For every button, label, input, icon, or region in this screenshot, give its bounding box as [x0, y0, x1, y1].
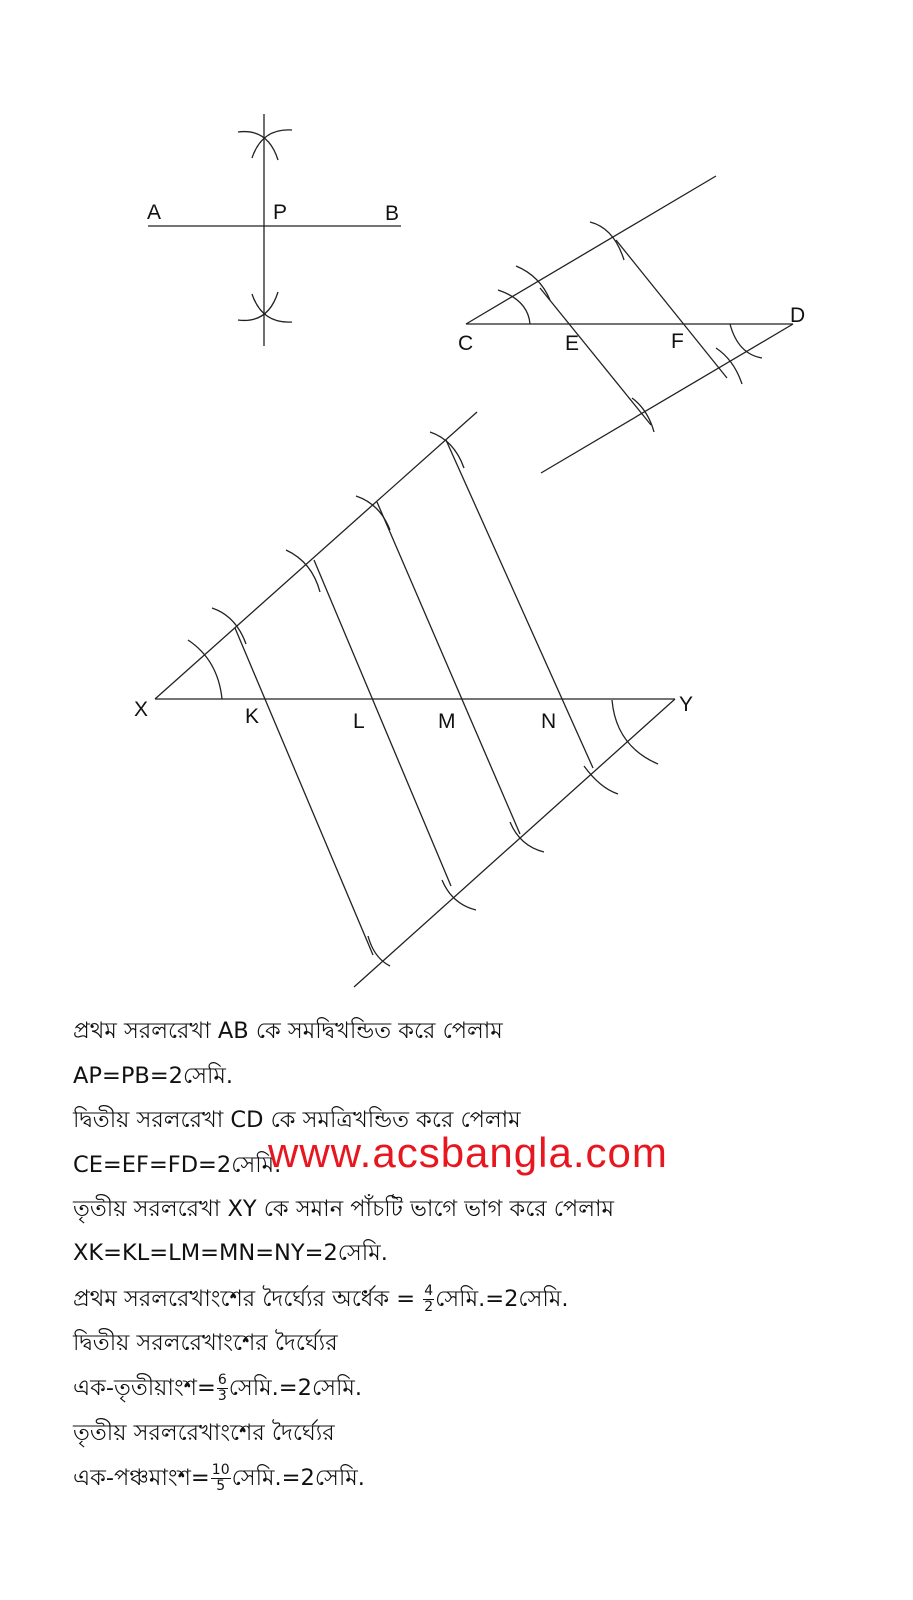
label-m: M	[438, 710, 456, 733]
label-n: N	[541, 710, 557, 733]
arc-y-3	[442, 880, 476, 910]
label-k: K	[245, 705, 260, 728]
line-7-suffix: সেমি.=2সেমি.	[435, 1286, 569, 1312]
parallel-through-e	[540, 288, 651, 425]
arc-d-1	[716, 348, 742, 384]
text-line-2: AP=PB=2সেমি.	[73, 1063, 234, 1089]
ray-from-c	[466, 176, 716, 324]
arc-angle-x	[188, 640, 222, 699]
label-l: L	[353, 710, 365, 733]
label-b: B	[385, 202, 400, 225]
text-line-10: তৃতীয় সরলরেখাংশের দৈর্ঘ্যের	[73, 1420, 335, 1446]
line-11-suffix: সেমি.=2সেমি.	[231, 1465, 365, 1491]
label-a: A	[147, 201, 162, 224]
fraction-denominator: 2	[424, 1299, 434, 1315]
arc-angle-y	[612, 700, 658, 764]
text-line-3: দ্বিতীয় সরলরেখা CD কে সমত্রিখন্ডিত করে পেলাম	[73, 1107, 521, 1133]
line-9-suffix: সেমি.=2সেমি.	[228, 1375, 363, 1401]
arc-x-3	[356, 496, 390, 530]
parallel-through-f	[616, 240, 727, 378]
arc-angle-d	[730, 324, 762, 358]
line-9-prefix: এক-তৃতীয়াংশ=	[73, 1375, 216, 1401]
arc-y-2	[510, 822, 544, 852]
line-11-prefix: এক-পঞ্চমাংশ=	[73, 1465, 210, 1491]
text-line-4: CE=EF=FD=2সেমি.	[73, 1152, 282, 1178]
arc-x-1	[212, 608, 246, 644]
label-y: Y	[679, 693, 694, 716]
fraction-numerator: 6	[217, 1372, 227, 1388]
fraction-denominator: 5	[216, 1478, 226, 1494]
ray-from-x	[155, 412, 477, 699]
line-7-prefix: প্রথম সরলরেখাংশের দৈর্ঘ্যের অর্ধেক =	[73, 1286, 423, 1312]
label-e: E	[565, 332, 580, 355]
text-line-8: দ্বিতীয় সরলরেখাংশের দৈর্ঘ্যের	[73, 1330, 338, 1356]
label-c: C	[458, 332, 474, 355]
fraction-6-3	[217, 1373, 228, 1404]
parallel-through-m	[377, 502, 520, 834]
parallel-through-l	[314, 560, 451, 886]
fraction-numerator: 10	[211, 1462, 230, 1478]
figure-xy-division	[134, 412, 693, 987]
fraction-numerator: 4	[424, 1283, 434, 1299]
figure-cd-trisection	[458, 176, 805, 473]
label-p: P	[273, 201, 288, 224]
text-line-5: তৃতীয় সরলরেখা XY কে সমান পাঁচটি ভাগে ভাগ করে পেলাম	[73, 1196, 614, 1222]
label-d: D	[790, 304, 806, 327]
fraction-denominator: 3	[217, 1388, 227, 1404]
text-line-9	[73, 1373, 362, 1404]
text-line-6: XK=KL=LM=MN=NY=2সেমি.	[73, 1240, 388, 1266]
arc-y-1	[584, 766, 618, 794]
ray-from-y	[354, 699, 675, 987]
parallel-through-n	[446, 440, 593, 768]
fraction-4-2	[423, 1284, 434, 1315]
label-x: X	[134, 698, 149, 721]
parallel-through-k	[235, 628, 373, 955]
text-line-1: প্রথম সরলরেখা AB কে সমদ্বিখন্ডিত করে পেলাম	[73, 1018, 503, 1044]
label-f: F	[671, 330, 684, 353]
watermark: www.acsbangla.com	[268, 1129, 668, 1176]
text-line-7	[73, 1284, 569, 1315]
text-line-11	[73, 1463, 365, 1494]
figure-ab-bisection	[147, 114, 401, 346]
fraction-10-5	[211, 1463, 231, 1494]
